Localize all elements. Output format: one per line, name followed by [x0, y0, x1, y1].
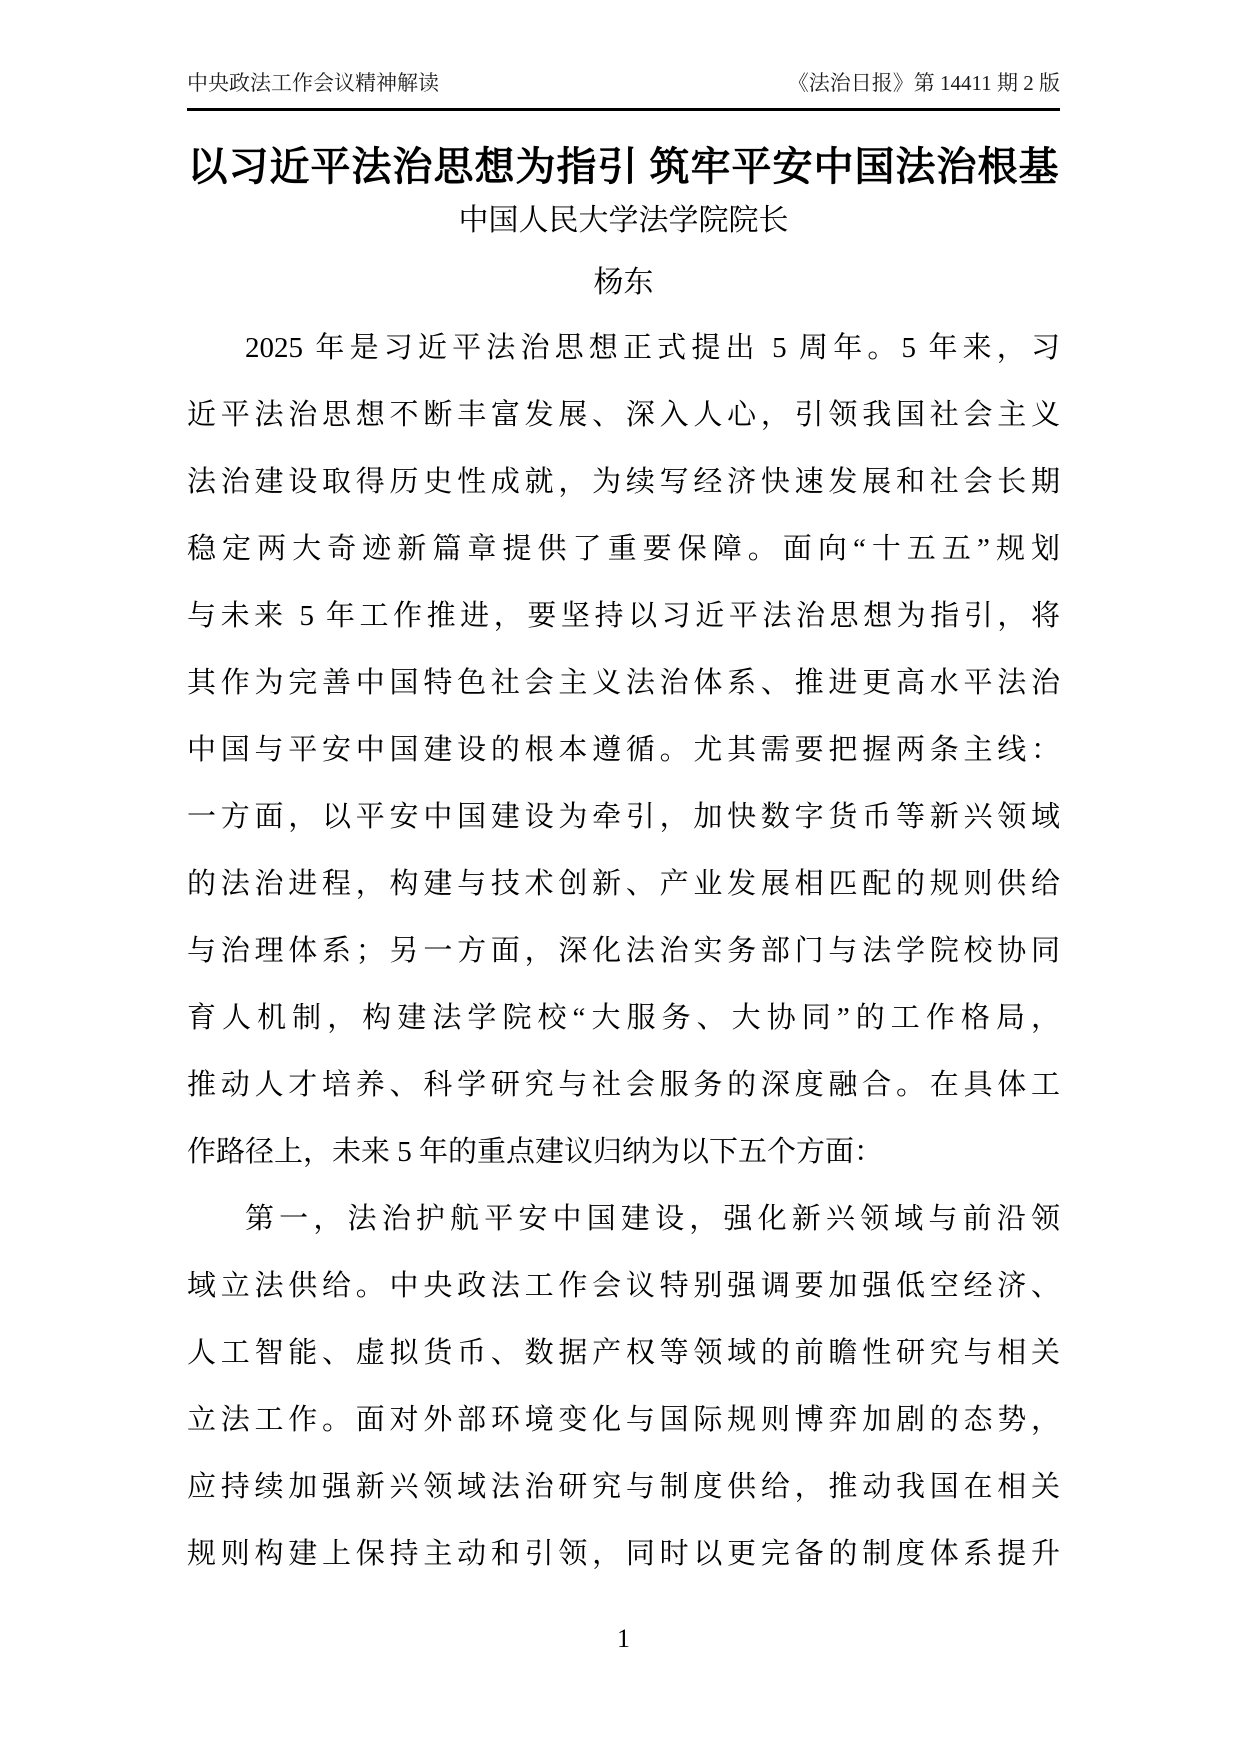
- body-line: 应持续加强新兴领域法治研究与制度供给，推动我国在相关: [187, 1471, 1060, 1503]
- body-line: 一方面，以平安中国建设为牵引，加快数字货币等新兴领域: [187, 801, 1060, 833]
- body-line: 推动人才培养、科学研究与社会服务的深度融合。在具体工: [187, 1069, 1060, 1101]
- paragraph-2: [187, 1186, 1060, 1588]
- body-line: 中国与平安中国建设的根本遵循。尤其需要把握两条主线：: [187, 734, 1060, 766]
- doc-subtitle: 中国人民大学法学院院长: [458, 204, 789, 237]
- body-line: 立法工作。面对外部环境变化与国际规则博弈加剧的态势，: [187, 1404, 1060, 1436]
- body-line: 域立法供给。中央政法工作会议特别强调要加强低空经济、: [187, 1270, 1060, 1302]
- body-line: 规则构建上保持主动和引领，同时以更完备的制度体系提升: [187, 1538, 1060, 1570]
- body-line: 法治建设取得历史性成就，为续写经济快速发展和社会长期: [187, 466, 1060, 498]
- body-line: 其作为完善中国特色社会主义法治体系、推进更高水平法治: [187, 667, 1060, 699]
- page-footer: [187, 1624, 1060, 1654]
- header-right-text: 《法治日报》第 14411 期 2 版: [787, 71, 1060, 95]
- doc-title: 以习近平法治思想为指引 筑牢平安中国法治根基: [187, 144, 1060, 189]
- body-line: 人工智能、虚拟货币、数据产权等领域的前瞻性研究与相关: [187, 1337, 1060, 1369]
- body-line: 育人机制，构建法学院校“大服务、大协同”的工作格局，: [187, 1002, 1060, 1034]
- body-line: 与治理体系；另一方面，深化法治实务部门与法学院校协同: [187, 935, 1060, 967]
- paragraph-1: [187, 315, 1060, 1186]
- body-line: 作路径上，未来 5 年的重点建议归纳为以下五个方面：: [187, 1136, 884, 1168]
- body-line: 第一，法治护航平安中国建设，强化新兴领域与前沿领: [245, 1203, 1060, 1235]
- page-content: [187, 0, 1060, 1654]
- body-line: 近平法治思想不断丰富发展、深入人心，引领我国社会主义: [187, 399, 1060, 431]
- body-line: 的法治进程，构建与技术创新、产业发展相匹配的规则供给: [187, 868, 1060, 900]
- body-line: 2025 年是习近平法治思想正式提出 5 周年。5 年来，习: [245, 332, 1060, 364]
- page-number: 1: [617, 1624, 630, 1653]
- body-line: 稳定两大奇迹新篇章提供了重要保障。面向“十五五”规划: [187, 533, 1060, 565]
- doc-author: 杨东: [593, 266, 654, 299]
- doc-body: [187, 315, 1060, 1588]
- page-header: [187, 0, 1060, 111]
- header-left-text: 中央政法工作会议精神解读: [187, 71, 439, 95]
- body-line: 与未来 5 年工作推进，要坚持以习近平法治思想为指引，将: [187, 600, 1060, 632]
